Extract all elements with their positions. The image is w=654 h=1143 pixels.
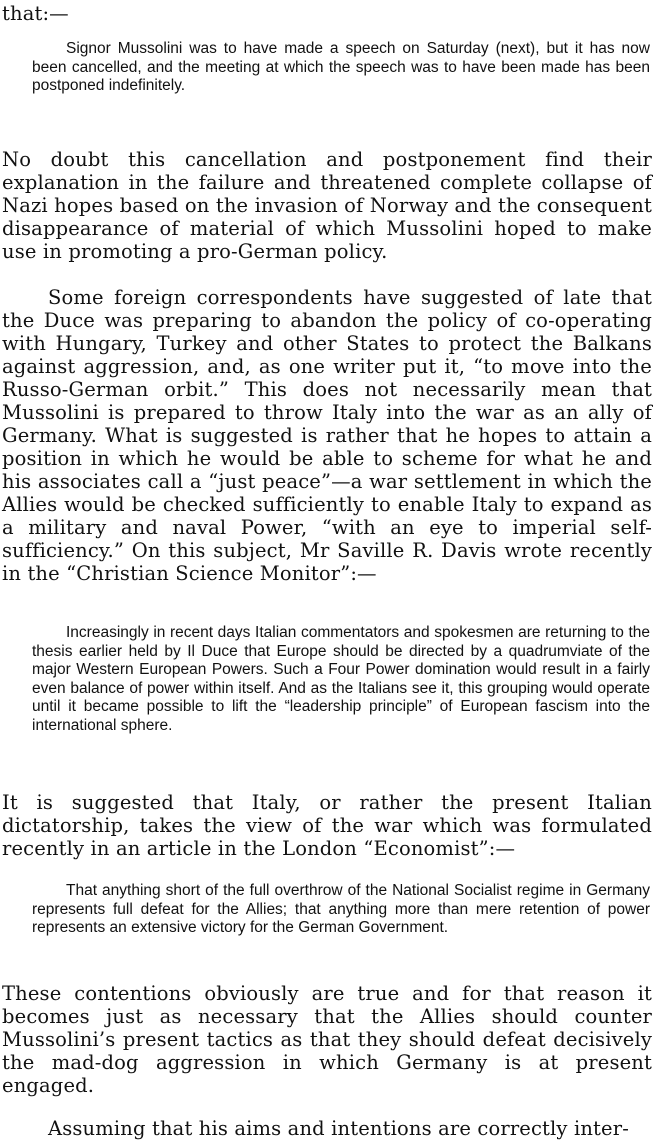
block-quote-christian-science-monitor: Increasingly in recent days Italian commentators and spokesmen are returning to the thesis earlier held by Il Duce that Europe should be directed by a quadrumviate of the major Western European Powers. Such a Four Power domination would result in a fairly even balance of power within itself. And as the Italians see it, this grouping would operate until it became possible to lift the “leadership principle” of European fascism into the international sphere. [32, 624, 650, 734]
block-quote-economist: That anything short of the full overthrow of the National Socialist regime in Germany represents full defeat for the Allies; that anything more than mere retention of power represents an extensive victory for the German Government. [32, 882, 650, 937]
paragraph-contentions: These contentions obviously are true and for that reason it becomes just as necessary that the Allies should counter Mussolini’s present tactics as that they should defeat decisively the mad-dog aggression in which Germany is at present engaged. [2, 982, 652, 1097]
paragraph-foreign-correspondents: Some foreign correspondents have suggested of late that the Duce was preparing to abandon the policy of co-operating with Hungary, Turkey and other States to protect the Balkans against aggression, and, as one writer put it, “to move into the Russo-German orbit.” This does not necessarily mean that Mussolini is prepared to throw Italy into the war as an ally of Germany. What is suggested is rather that he hopes to attain a position in which he would be able to scheme for what he and his associates call a “just peace”—a war settlement in which the Allies would be checked sufficiently to enable Italy to expand as a military and naval Power, “with an eye to imperial self-sufficiency.” On this subject, Mr Saville R. Davis wrote recently in the “Christian Science Monitor”:— [2, 286, 652, 585]
paragraph-cancellation: No doubt this cancellation and postponement find their explanation in the failure and threatened complete collapse of Nazi hopes based on the invasion of Norway and the consequent disappearance of material of which Mussolini hoped to make use in promoting a pro-German policy. [2, 148, 652, 263]
paragraph-assuming: Assuming that his aims and intentions are correctly inter- [48, 1117, 629, 1140]
paragraph-italian-dictatorship: It is suggested that Italy, or rather the present Italian dictatorship, takes the view of the war which was formulated recently in an article in the London “Economist”:— [2, 791, 652, 860]
intro-fragment: that:— [2, 2, 69, 25]
block-quote-mussolini-speech: Signor Mussolini was to have made a speech on Saturday (next), but it has now been cancelled, and the meeting at which the speech was to have been made has been postponed indefinitely. [32, 40, 650, 95]
